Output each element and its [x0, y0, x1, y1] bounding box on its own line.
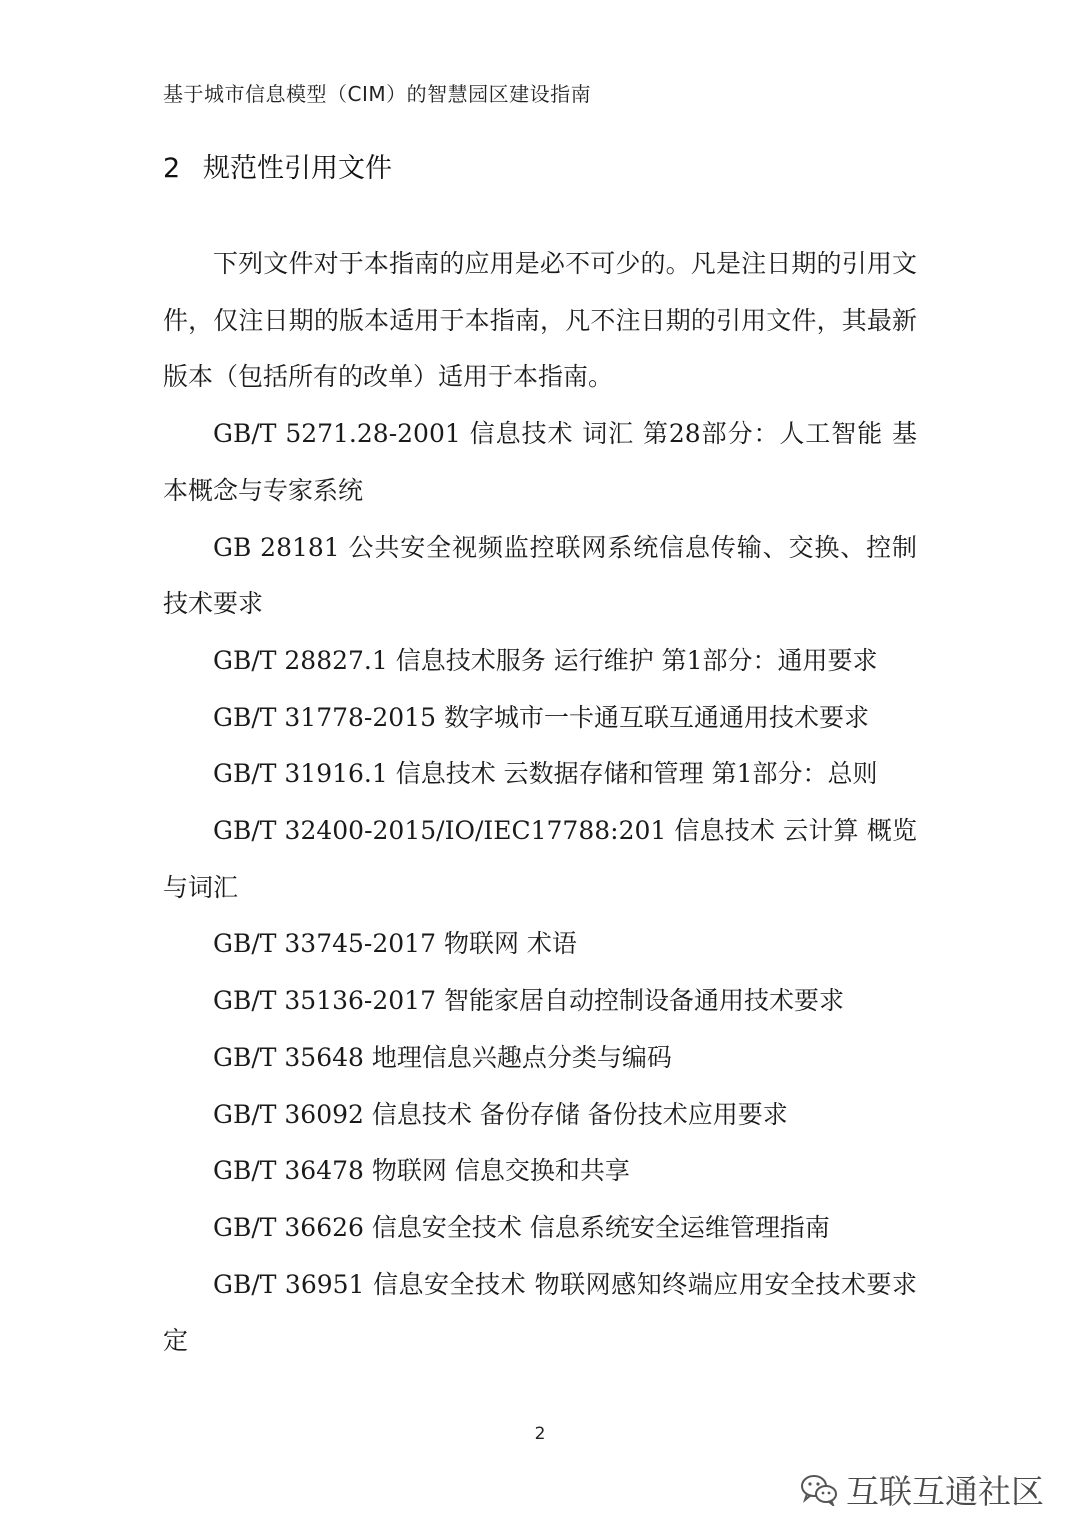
reference-code: GB/T 31778-2015 [213, 702, 436, 732]
reference-item [163, 803, 917, 916]
document-body [163, 236, 917, 1370]
reference-item [163, 1143, 917, 1200]
reference-item [163, 746, 917, 803]
reference-code: GB/T 36951 [213, 1269, 365, 1299]
reference-item [163, 1257, 917, 1370]
reference-title: 公共安全视频监控联网系统信息传输、交换、控制技术要求 [163, 532, 917, 619]
reference-title: 信息安全技术 信息系统安全运维管理指南 [371, 1212, 830, 1242]
watermark [800, 1466, 1044, 1513]
reference-code: GB 28181 [213, 532, 340, 562]
section-number: 2 [163, 153, 181, 184]
page-number: 2 [534, 1424, 546, 1444]
reference-code: GB/T 36626 [213, 1212, 364, 1242]
reference-item [163, 1087, 917, 1144]
reference-item [163, 1030, 917, 1087]
intro-paragraph: 下列文件对于本指南的应用是必不可少的。凡是注日期的引用文件，仅注日期的版本适用于本指南，凡不注日期的引用文件，其最新版本（包括所有的改单）适用于本指南。 [163, 249, 917, 392]
reference-title: 地理信息兴趣点分类与编码 [371, 1042, 672, 1072]
reference-title: 信息技术 词汇 第28部分：人工智能 基本概念与专家系统 [163, 419, 918, 505]
reference-item [163, 690, 917, 747]
reference-item [163, 633, 917, 690]
reference-title: 信息技术服务 运行维护 第1部分：通用要求 [395, 645, 878, 675]
watermark-text: 互联互通社区 [846, 1472, 1044, 1511]
reference-item [163, 520, 917, 633]
reference-item [163, 406, 917, 519]
reference-title: 信息技术 备份存储 备份技术应用要求 [371, 1099, 788, 1129]
reference-code: GB/T 5271.28-2001 [213, 419, 461, 449]
reference-item [163, 973, 917, 1030]
section-title: 规范性引用文件 [203, 153, 392, 184]
section-heading [163, 146, 392, 185]
reference-title: 物联网 术语 [443, 929, 577, 959]
reference-item [163, 1200, 917, 1257]
reference-code: GB/T 32400-2015/IO/IEC17788:201 [213, 816, 667, 846]
reference-title: 信息技术 云计算 概览与词汇 [163, 816, 917, 902]
reference-title: 数字城市一卡通互联互通通用技术要求 [443, 702, 869, 732]
reference-code: GB/T 28827.1 [213, 645, 388, 675]
reference-code: GB/T 31916.1 [213, 759, 388, 789]
reference-title: 信息安全技术 物联网感知终端应用安全技术要求定 [163, 1269, 917, 1356]
reference-item [163, 916, 917, 973]
wechat-icon [800, 1474, 838, 1506]
reference-list [163, 406, 917, 1370]
reference-title: 物联网 信息交换和共享 [371, 1156, 630, 1186]
reference-title: 智能家居自动控制设备通用技术要求 [443, 986, 844, 1016]
reference-code: GB/T 36092 [213, 1099, 364, 1129]
running-header: 基于城市信息模型（CIM）的智慧园区建设指南 [163, 82, 592, 106]
reference-code: GB/T 35136-2017 [213, 986, 436, 1016]
reference-title: 信息技术 云数据存储和管理 第1部分：总则 [395, 759, 878, 789]
reference-code: GB/T 33745-2017 [213, 929, 436, 959]
reference-code: GB/T 35648 [213, 1042, 364, 1072]
reference-code: GB/T 36478 [213, 1156, 364, 1186]
